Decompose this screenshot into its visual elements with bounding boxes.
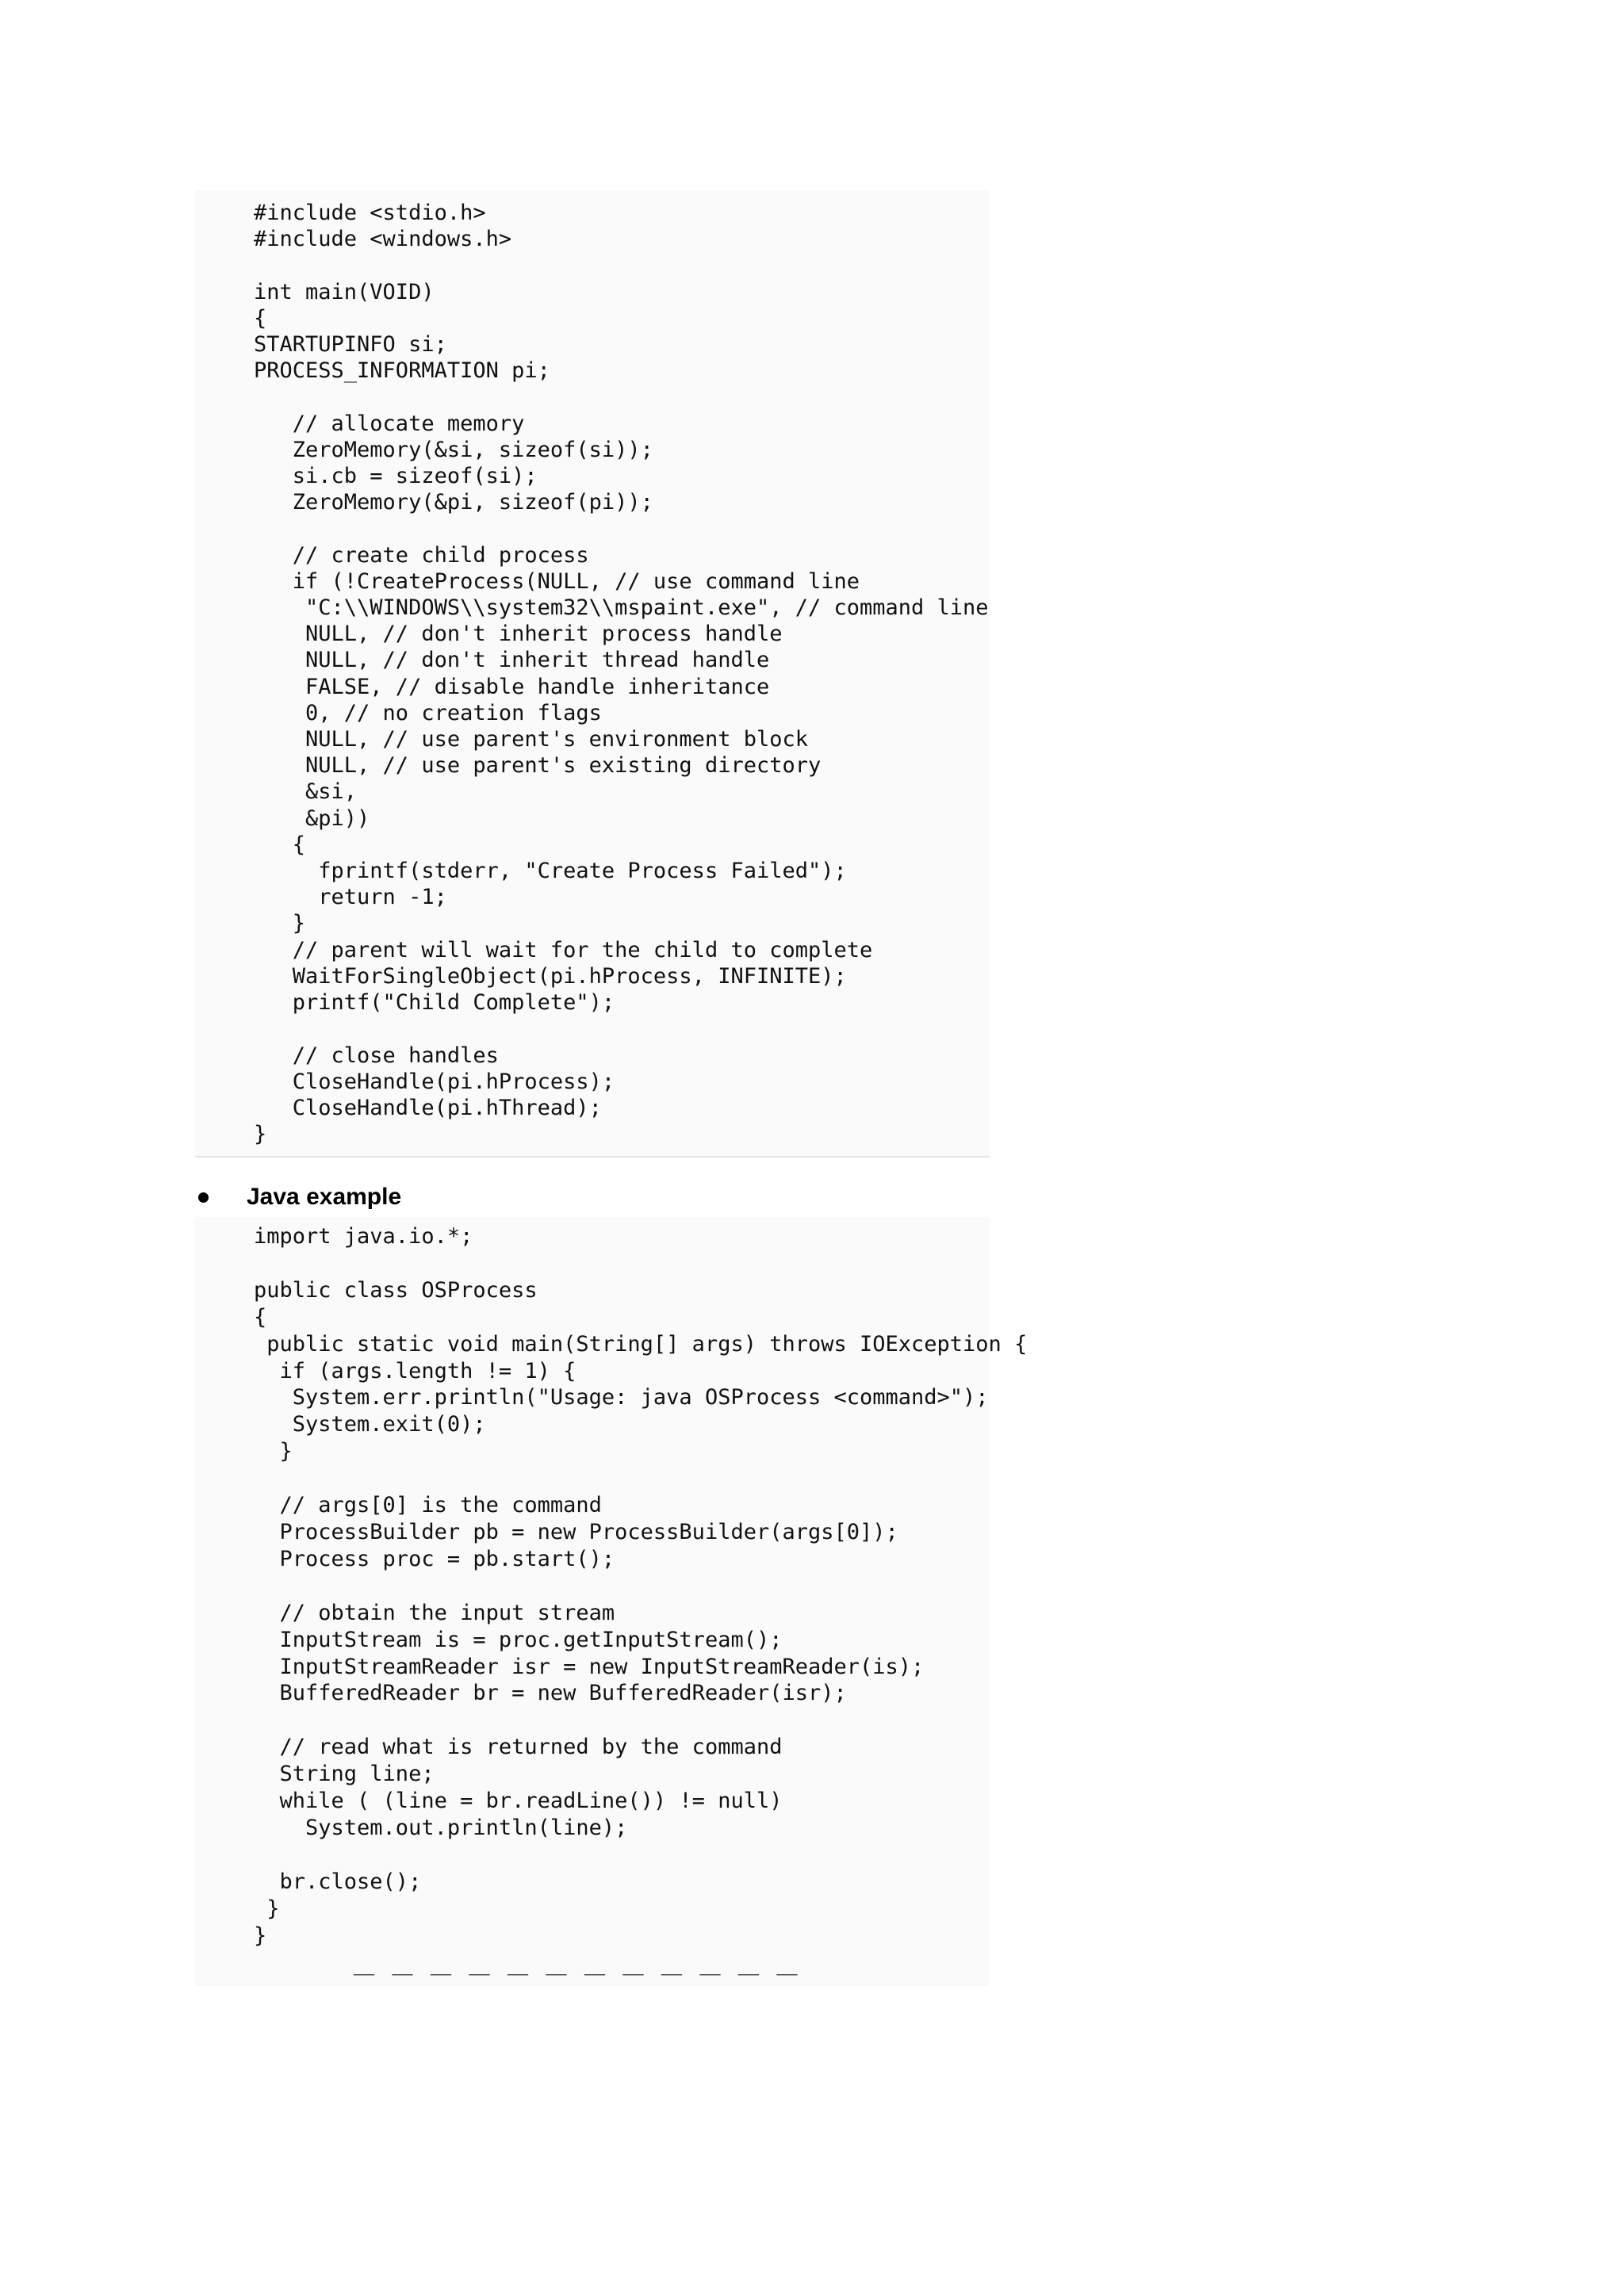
- java-code-line: public static void main(String[] args) throws IOException {: [254, 1331, 1028, 1357]
- c-code-line: si.cb = sizeof(si);: [254, 464, 538, 489]
- c-code-line: // close handles: [254, 1043, 499, 1068]
- section-divider: [195, 1156, 990, 1158]
- c-code-line: ZeroMemory(&si, sizeof(si));: [254, 437, 653, 462]
- c-code-line: WaitForSingleObject(pi.hProcess, INFINITE);: [254, 963, 847, 989]
- c-code-line: NULL, // use parent's environment block: [254, 727, 808, 752]
- c-code-line: FALSE, // disable handle inheritance: [254, 674, 770, 699]
- java-code-line: }: [254, 1896, 280, 1921]
- c-code-line: CloseHandle(pi.hThread);: [254, 1095, 602, 1120]
- c-code-line: ZeroMemory(&pi, sizeof(pi));: [254, 490, 653, 515]
- java-code-line: {: [254, 1304, 267, 1330]
- java-code-line: Process proc = pb.start();: [254, 1546, 615, 1571]
- c-code-line: [254, 252, 989, 278]
- c-code-listing: [254, 200, 989, 1147]
- java-code-line: // read what is returned by the command: [254, 1735, 783, 1760]
- c-code-line: {: [254, 305, 267, 331]
- c-code-line: &si,: [254, 779, 358, 805]
- java-example-heading: Java example: [247, 1184, 402, 1210]
- c-code-line: 0, // no creation flags: [254, 700, 602, 725]
- bullet-icon: [198, 1192, 209, 1203]
- java-code-line: String line;: [254, 1762, 435, 1787]
- java-code-line: // args[0] is the command: [254, 1493, 602, 1518]
- java-code-listing: [254, 1223, 1027, 1949]
- java-code-line: while ( (line = br.readLine()) != null): [254, 1789, 783, 1814]
- java-code-line: }: [254, 1923, 267, 1948]
- java-code-line: import java.io.*;: [254, 1224, 473, 1249]
- c-code-line: #include <windows.h>: [254, 227, 512, 252]
- c-code-line: fprintf(stderr, "Create Process Failed");: [254, 859, 847, 884]
- java-example-bullet: [195, 1181, 401, 1213]
- java-code-line: BufferedReader br = new BufferedReader(isr);: [254, 1681, 847, 1706]
- c-code-line: // create child process: [254, 542, 589, 568]
- c-code-line: // allocate memory: [254, 411, 525, 436]
- c-code-line: [254, 515, 989, 541]
- java-code-line: br.close();: [254, 1869, 422, 1894]
- c-code-line: NULL, // use parent's existing directory: [254, 753, 822, 779]
- c-code-line: [254, 384, 989, 410]
- java-code-line: [254, 1465, 1027, 1492]
- c-code-line: }: [254, 911, 306, 936]
- java-code-line: InputStreamReader isr = new InputStreamReader(is);: [254, 1654, 925, 1679]
- c-code-line: #include <stdio.h>: [254, 201, 486, 225]
- java-code-line: InputStream is = proc.getInputStream();: [254, 1627, 783, 1652]
- java-code-line: [254, 1707, 1027, 1734]
- c-code-line: NULL, // don't inherit process handle: [254, 622, 783, 647]
- java-code-line: // obtain the input stream: [254, 1600, 615, 1625]
- c-code-line: return -1;: [254, 885, 447, 910]
- c-code-line: [254, 1016, 989, 1042]
- c-code-line: }: [254, 1122, 267, 1147]
- c-code-line: int main(VOID): [254, 279, 435, 304]
- java-code-line: System.err.println("Usage: java OSProcess <command>");: [254, 1385, 989, 1410]
- java-code-line: [254, 1842, 1027, 1869]
- cropped-figure-caption: — — — — — — — — — — — —: [354, 1961, 804, 1984]
- c-code-line: if (!CreateProcess(NULL, // use command line: [254, 568, 860, 594]
- c-code-line: CloseHandle(pi.hProcess);: [254, 1069, 615, 1094]
- java-code-line: public class OSProcess: [254, 1277, 538, 1303]
- c-code-line: &pi)): [254, 806, 370, 831]
- java-code-line: [254, 1573, 1027, 1600]
- java-code-line: [254, 1250, 1027, 1277]
- c-code-line: // parent will wait for the child to complete: [254, 937, 873, 962]
- java-code-line: }: [254, 1439, 293, 1464]
- c-code-line: STARTUPINFO si;: [254, 332, 447, 358]
- java-code-line: System.out.println(line);: [254, 1815, 628, 1840]
- java-code-line: System.exit(0);: [254, 1412, 486, 1437]
- c-code-line: {: [254, 832, 306, 857]
- c-code-line: NULL, // don't inherit thread handle: [254, 648, 770, 673]
- java-code-line: ProcessBuilder pb = new ProcessBuilder(args[0]);: [254, 1519, 898, 1544]
- c-code-line: "C:\\WINDOWS\\system32\\mspaint.exe", // command line: [254, 595, 989, 621]
- java-code-line: if (args.length != 1) {: [254, 1358, 576, 1383]
- c-code-line: printf("Child Complete");: [254, 990, 615, 1016]
- java-code-example: [195, 1217, 1028, 1986]
- c-code-line: PROCESS_INFORMATION pi;: [254, 358, 550, 384]
- c-code-example: [195, 190, 990, 1156]
